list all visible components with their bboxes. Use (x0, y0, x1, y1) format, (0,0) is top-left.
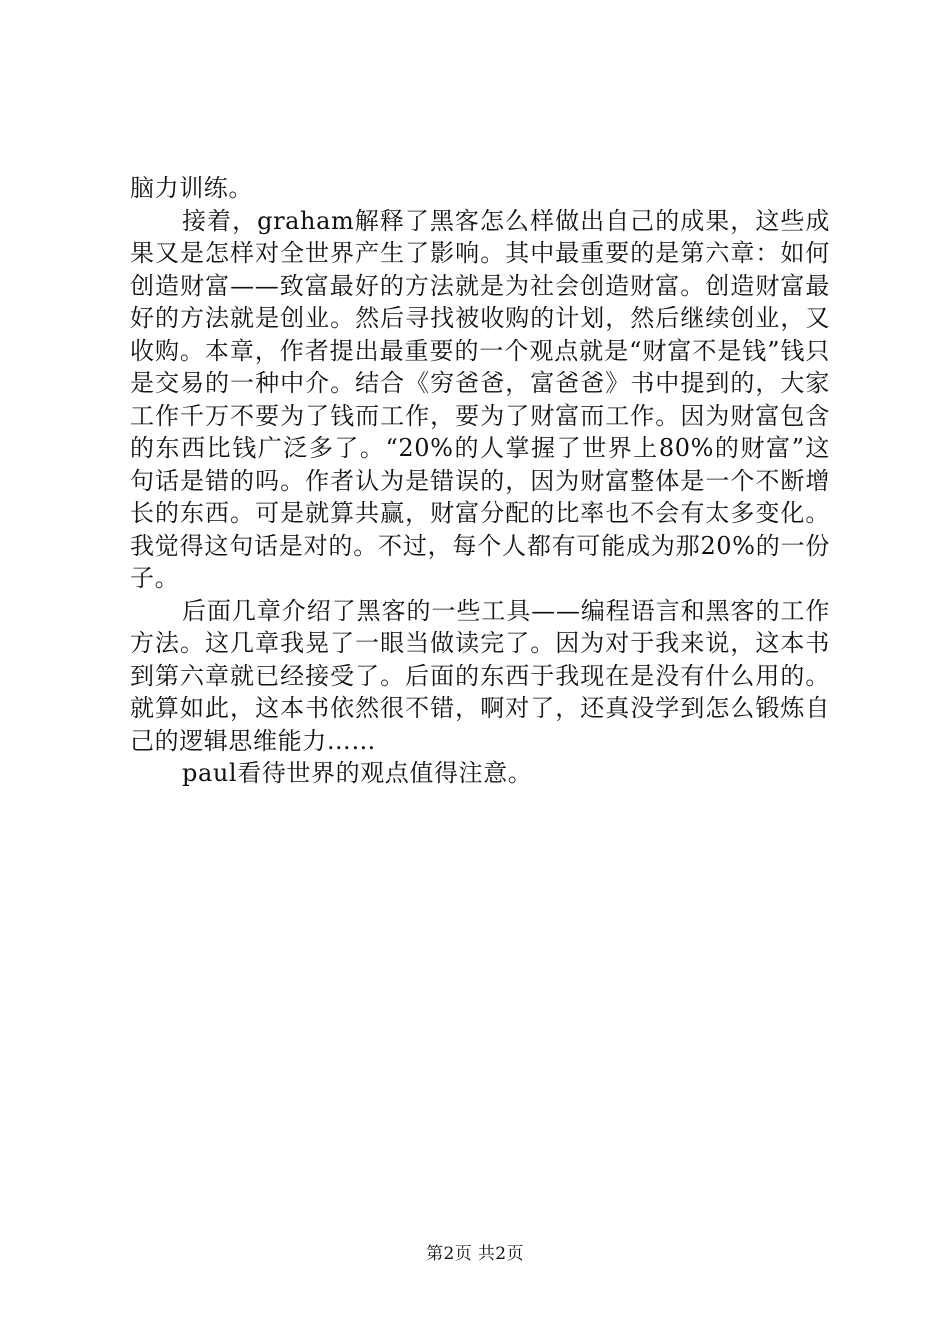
page-footer: 第2页 共2页 (426, 1244, 524, 1264)
body-text (130, 172, 830, 790)
paragraph-continuation: 脑力训练。 (130, 174, 253, 202)
paragraph-conclusion: paul看待世界的观点值得注意。 (182, 759, 533, 787)
paragraph-later-chapters: 后面几章介绍了黑客的一些工具——编程语言和黑客的工作方法。这几章我晃了一眼当做读完了。因为对于我来说，这本书到第六章就已经接受了。后面的东西于我现在是没有什么用的。就算如此，这本书依然很不错，啊对了，还真没学到怎么锻炼自己的逻辑思维能力…… (130, 596, 830, 755)
paragraph-chapter-summary: 接着，graham解释了黑客怎么样做出自己的成果，这些成果又是怎样对全世界产生了影响。其中最重要的是第六章：如何创造财富——致富最好的方法就是为社会创造财富。创造财富最好的方法就是创业。然后寻找被收购的计划，然后继续创业，又收购。本章，作者提出最重要的一个观点就是“财富不是钱”钱只是交易的一种中介。结合《穷爸爸，富爸爸》书中提到的，大家工作千万不要为了钱而工作，要为了财富而工作。因为财富包含的东西比钱广泛多了。“20%的人掌握了世界上80%的财富”这句话是错的吗。作者认为是错误的，因为财富整体是一个不断增长的东西。可是就算共赢，财富分配的比率也不会有太多变化。我觉得这句话是对的。不过，每个人都有可能成为那20%的一份子。 (130, 206, 830, 592)
